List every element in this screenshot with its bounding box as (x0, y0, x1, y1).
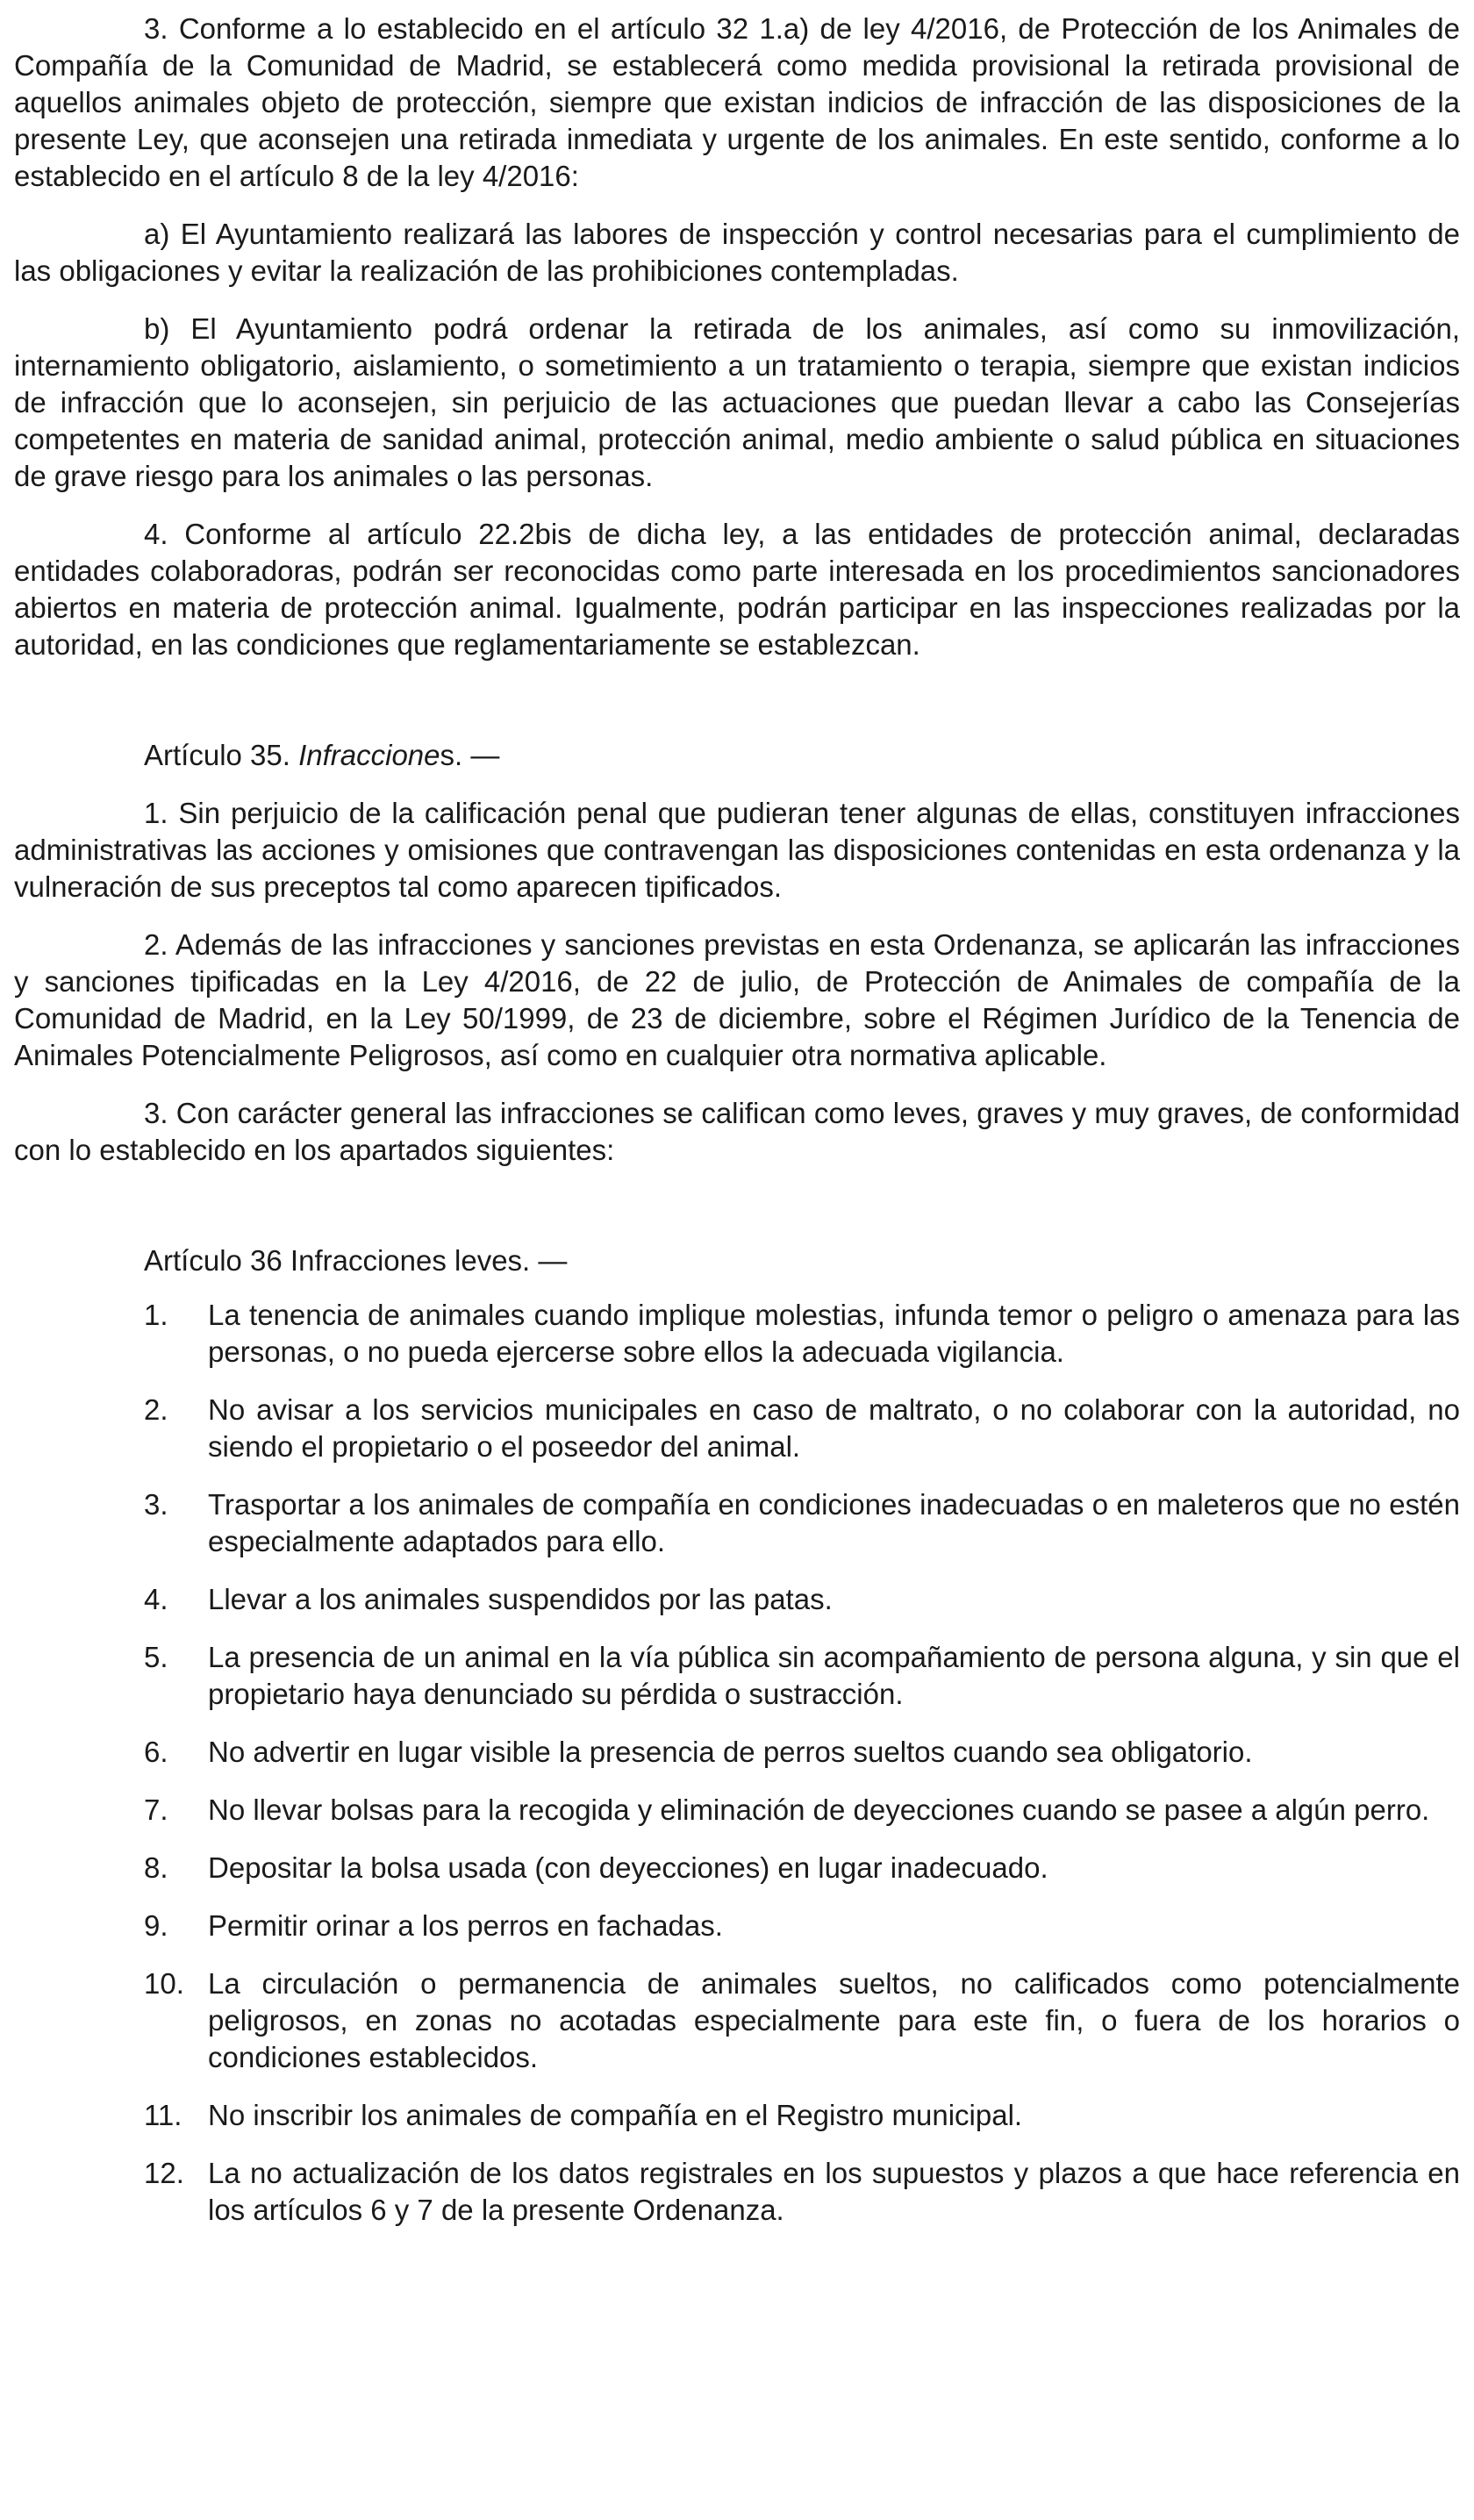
article-35-prefix: Artículo 35. (144, 739, 290, 771)
list-item (14, 1392, 1460, 1465)
list-item-number: 10. (144, 1967, 184, 2000)
paragraph-art35-1: 1. Sin perjuicio de la calificación penal que pudieran tener algunas de ellas, constituyen infracciones administrativas las acciones y omisiones que contravengan las disposiciones contenidas en esta ordenanza y la vulneración de sus preceptos tal como aparecen tipificados. (14, 797, 1460, 903)
article-36-heading: Artículo 36 Infracciones leves. — (144, 1244, 568, 1277)
list-item (14, 1486, 1460, 1560)
list-item (14, 1908, 1460, 1944)
list-item-number: 11. (144, 2099, 182, 2131)
paragraph-art35-3: 3. Con carácter general las infracciones se califican como leves, graves y muy graves, de conformidad con lo establecido en los apartados siguientes: (14, 1097, 1460, 1166)
list-item-number: 9. (144, 1909, 168, 1942)
list-item-text: Permitir orinar a los perros en fachadas. (208, 1909, 723, 1942)
paragraph-art34-3: 3. Conforme a lo establecido en el artículo 32 1.a) de ley 4/2016, de Protección de los Animales de Compañía de la Comunidad de Madrid, se establecerá como medida provisional la retirada provisional de aquellos animales objeto de protección, siempre que existan indicios de infracción de las disposiciones de la presente Ley, que aconsejen una retirada inmediata y urgente de los animales. En este sentido, conforme a lo establecido en el artículo 8 de la ley 4/2016: (14, 12, 1460, 192)
article-35-title-italic: Infraccione (298, 739, 440, 771)
list-item-number: 6. (144, 1736, 168, 1768)
list-item-number: 2. (144, 1393, 168, 1426)
paragraph-art34-3a: a) El Ayuntamiento realizará las labores de inspección y control necesarias para el cumplimiento de las obligaciones y evitar la realización de las prohibiciones contempladas. (14, 218, 1460, 287)
list-item-text: No llevar bolsas para la recogida y eliminación de deyecciones cuando se pasee a algún perro. (208, 1793, 1430, 1826)
list-item-text: No advertir en lugar visible la presencia de perros sueltos cuando sea obligatorio. (208, 1736, 1253, 1768)
list-item-text: No inscribir los animales de compañía en el Registro municipal. (208, 2099, 1023, 2131)
list-item-number: 8. (144, 1851, 168, 1884)
list-item (14, 1850, 1460, 1886)
list-item-number: 5. (144, 1641, 168, 1673)
paragraph-art34-3b: b) El Ayuntamiento podrá ordenar la retirada de los animales, así como su inmovilización, internamiento obligatorio, aislamiento, o sometimiento a un tratamiento o terapia, siempre que existan indicios de infracción que lo aconsejen, sin perjuicio de las actuaciones que puedan llevar a cabo las Consejerías competentes en materia de sanidad animal, protección animal, medio ambiente o salud pública en situaciones de grave riesgo para los animales o las personas. (14, 312, 1460, 492)
list-item-text: La presencia de un animal en la vía pública sin acompañamiento de persona alguna, y sin que el propietario haya denunciado su pérdida o sustracción. (208, 1641, 1460, 1710)
list-item (14, 1639, 1460, 1713)
list-item-number: 4. (144, 1583, 168, 1615)
list-item-number: 3. (144, 1488, 168, 1521)
list-item-number: 12. (144, 2157, 184, 2189)
list-item-text: No avisar a los servicios municipales en caso de maltrato, o no colaborar con la autoridad, no siendo el propietario o el poseedor del animal. (208, 1393, 1460, 1463)
list-item-text: La circulación o permanencia de animales sueltos, no calificados como potencialmente peligrosos, en zonas no acotadas especialmente para este fin, o fuera de los horarios o condiciones establecidos. (208, 1967, 1460, 2073)
list-item-text: La tenencia de animales cuando implique molestias, infunda temor o peligro o amenaza para las personas, o no pueda ejercerse sobre ellos la adecuada vigilancia. (208, 1299, 1460, 1368)
list-item (14, 1965, 1460, 2076)
list-item (14, 1792, 1460, 1829)
paragraph-art34-4: 4. Conforme al artículo 22.2bis de dicha ley, a las entidades de protección animal, declaradas entidades colaboradoras, podrán ser reconocidas como parte interesada en los procedimientos sancionadores abiertos en materia de protección animal. Igualmente, podrán participar en las inspecciones realizadas por la autoridad, en las condiciones que reglamentariamente se establezcan. (14, 518, 1460, 661)
article-35-title-suffix: s. — (440, 739, 500, 771)
list-item-text: Llevar a los animales suspendidos por las patas. (208, 1583, 833, 1615)
list-item (14, 1297, 1460, 1371)
article-35-heading (14, 737, 1460, 774)
list-item-number: 1. (144, 1299, 168, 1331)
list-item-text: Depositar la bolsa usada (con deyecciones) en lugar inadecuado. (208, 1851, 1048, 1884)
list-item (14, 1734, 1460, 1771)
paragraph-art35-2: 2. Además de las infracciones y sanciones previstas en esta Ordenanza, se aplicarán las infracciones y sanciones tipificadas en la Ley 4/2016, de 22 de julio, de Protección de Animales de compañía de la Comunidad de Madrid, en la Ley 50/1999, de 23 de diciembre, sobre el Régimen Jurídico de la Tenencia de Animales Potencialmente Peligrosos, así como en cualquier otra normativa aplicable. (14, 928, 1460, 1071)
list-item (14, 2155, 1460, 2229)
infracciones-leves-list (14, 1297, 1460, 2229)
list-item-text: La no actualización de los datos registrales en los supuestos y plazos a que hace referencia en los artículos 6 y 7 de la presente Ordenanza. (208, 2157, 1460, 2226)
list-item-number: 7. (144, 1793, 168, 1826)
list-item (14, 2097, 1460, 2134)
list-item (14, 1581, 1460, 1618)
list-item-text: Trasportar a los animales de compañía en condiciones inadecuadas o en maleteros que no estén especialmente adaptados para ello. (208, 1488, 1460, 1557)
